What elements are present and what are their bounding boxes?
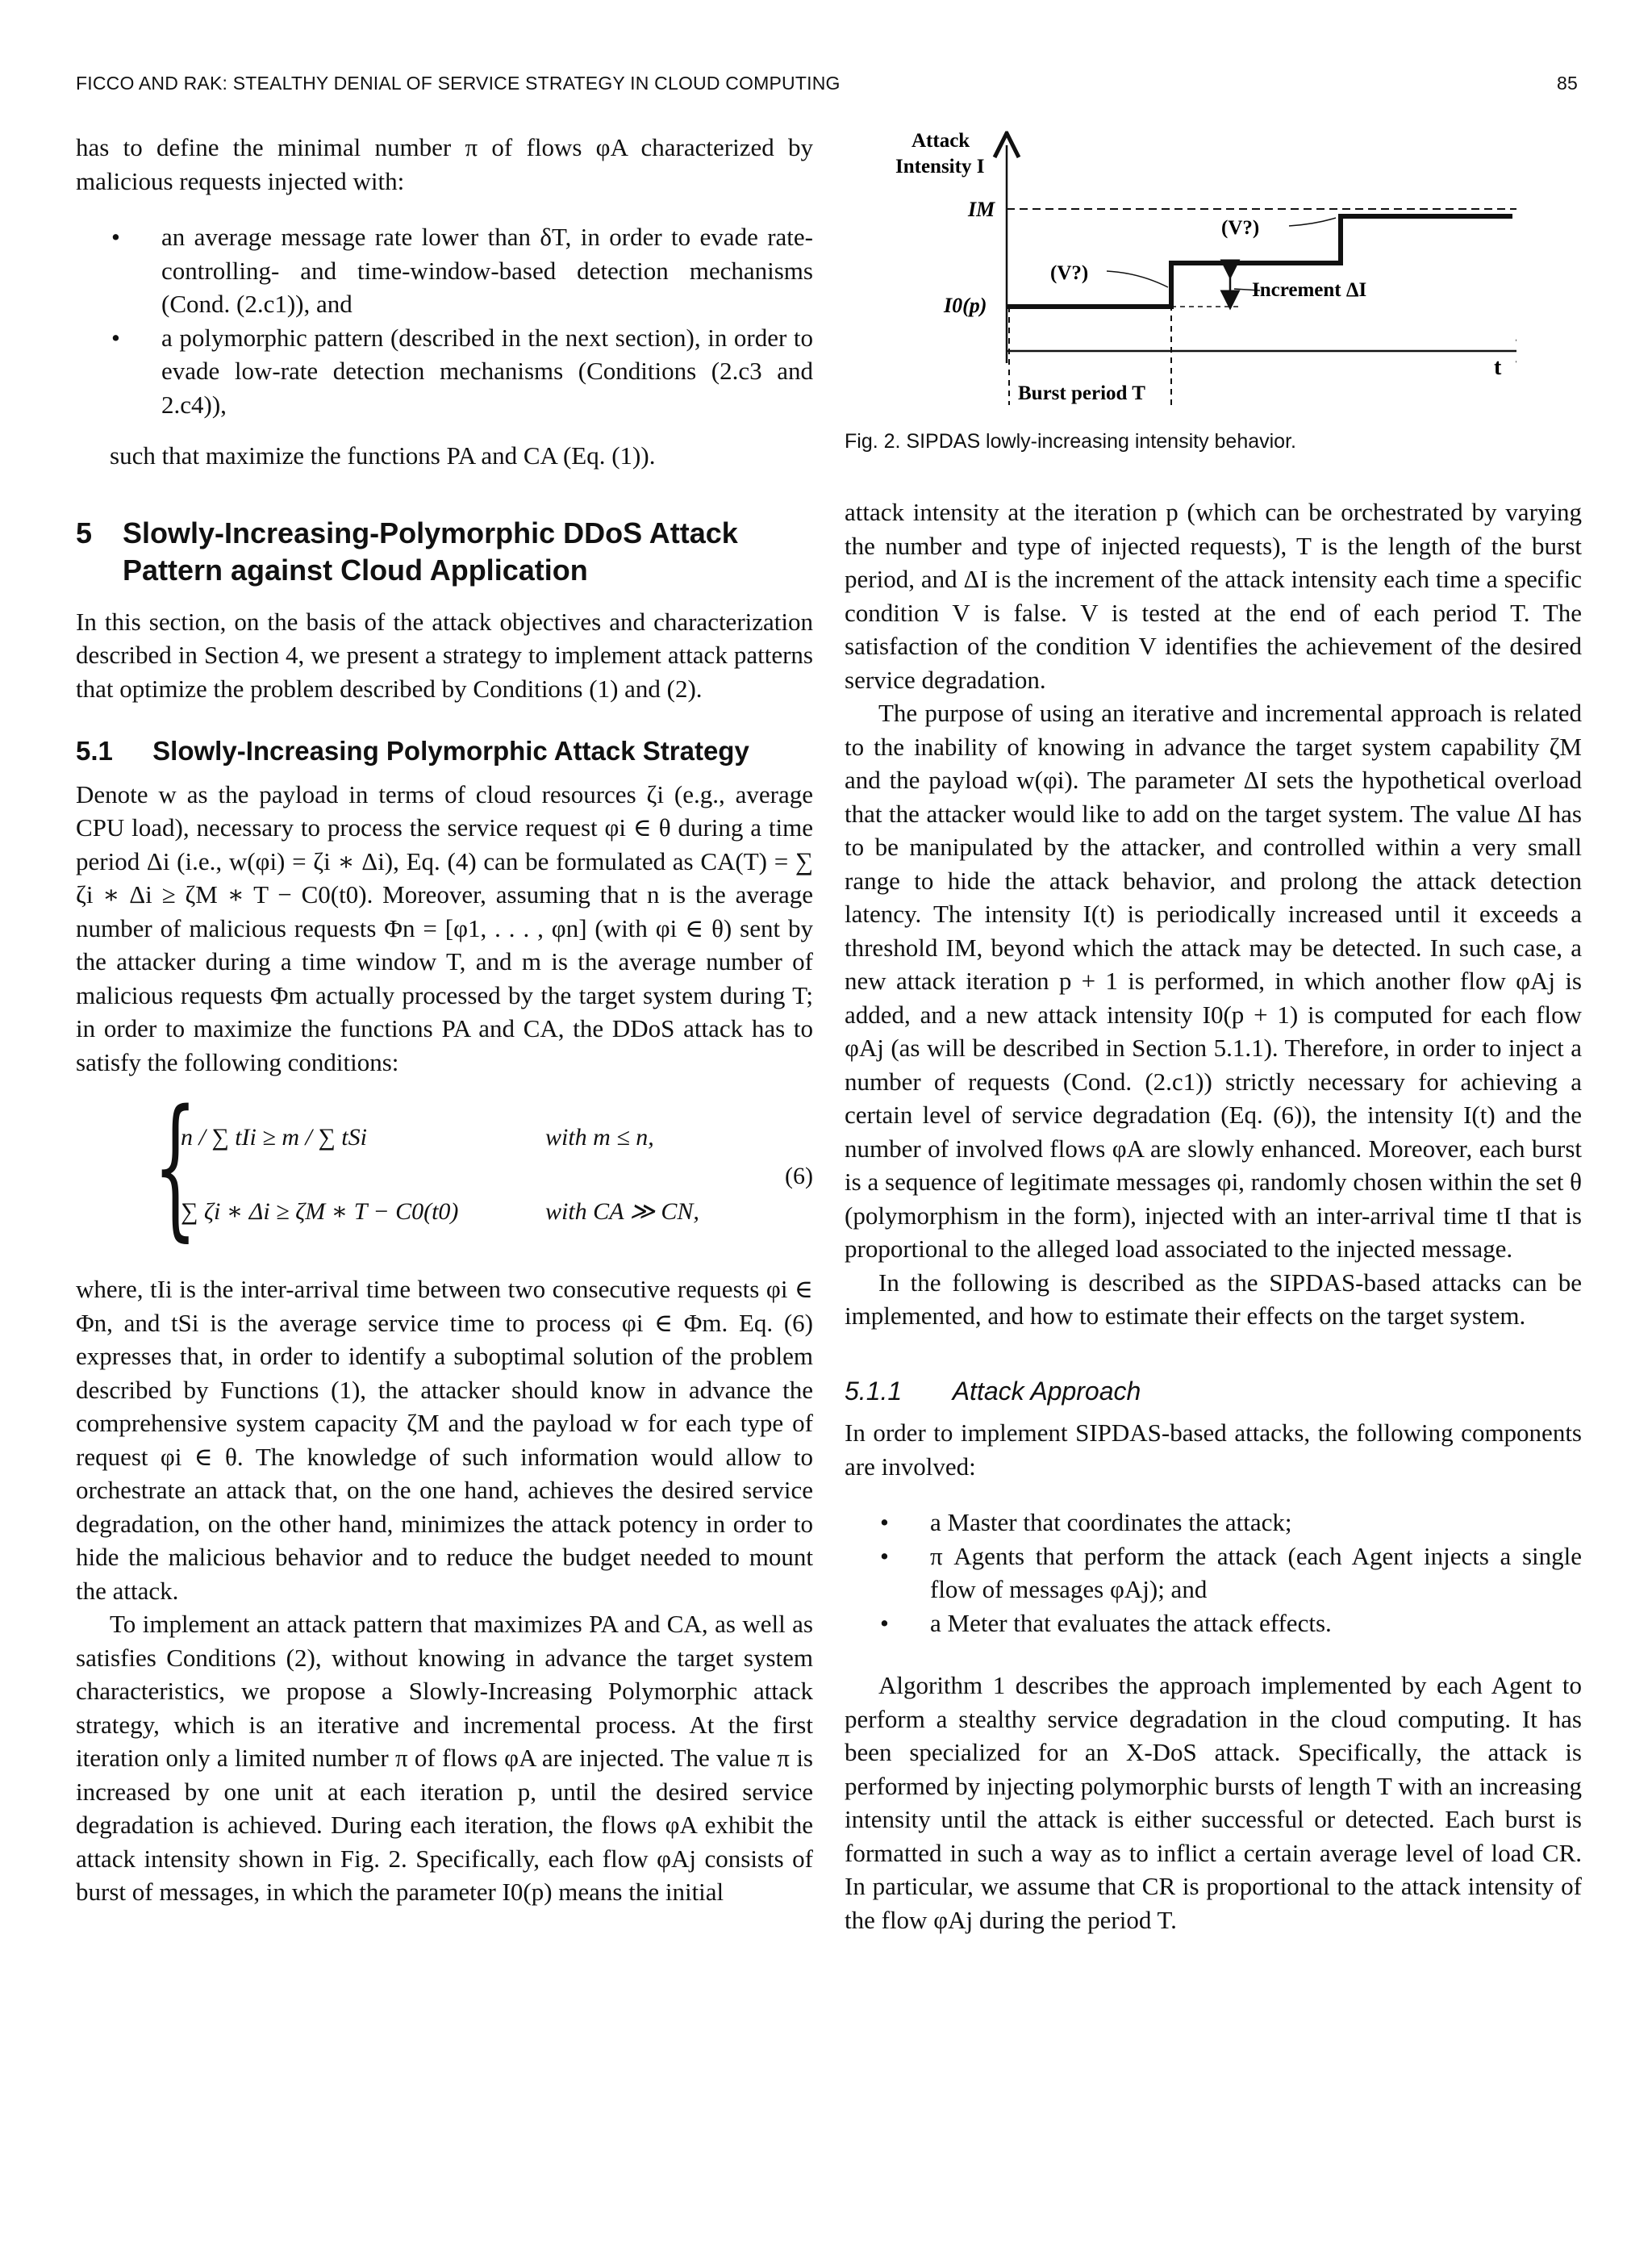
bullet-icon: • — [111, 223, 120, 251]
subsection-number: 5.1 — [76, 736, 113, 766]
algorithm-paragraph: Algorithm 1 describes the approach implemented by each Agent to perform a stealthy service degradation in the cloud computing. It has been specialized for an X-DoS attack. Specifically, the attack is performed by injecting polymorphic bursts of length T with an increasing intensity until the attack is either successful or detected. Each burst is formatted in such a way as to inflict a certain average level of load CR. In particular, we assume that CR is proportional to the attack intensity of the flow φAj during the period T. — [845, 1671, 1582, 1934]
running-title: FICCO AND RAK: STEALTHY DENIAL OF SERVICE STRATEGY IN CLOUD COMPUTING — [76, 73, 841, 94]
intro-paragraph: has to define the minimal number π of flows φA characterized by malicious requests injected with: — [76, 133, 813, 195]
section-intro-paragraph: In this section, on the basis of the attack objectives and characterization described in Section 4, we present a strategy to implement attack patterns that optimize the problem described by Conditions (1) and (2). — [76, 607, 813, 703]
bullet-icon: • — [111, 323, 120, 352]
list-item: • a Meter that evaluates the attack effects. — [845, 1606, 1582, 1640]
spacer — [845, 1640, 1582, 1669]
equation-condition-2: with CA ≫ CN, — [545, 1198, 699, 1225]
bullet-icon: • — [880, 1608, 889, 1637]
page-number: 85 — [1557, 73, 1578, 94]
subsubsection-title: Attack Approach — [952, 1376, 1141, 1406]
equation-brace: { — [153, 1077, 198, 1255]
v-pointer-1 — [1107, 271, 1168, 287]
such-that-line: such that maximize the functions PA and CA (Eq. (1)). — [110, 441, 656, 470]
continuation-paragraph: attack intensity at the iteration p (which can be orchestrated by varying the number and type of injected requests), T is the length of the burst period, and ΔI is the increment of the attack intensity each time a specific condition V is false. V is tested at the end of each period T. The satisfaction of the condition V identifies the achievement of the desired service degradation. — [845, 498, 1582, 694]
list-item: • π Agents that perform the attack (each Agent injects a single flow of messages φAj); and — [845, 1540, 1582, 1606]
section-number: 5 — [76, 516, 93, 549]
subsubsection-heading — [845, 1375, 1582, 1409]
equation-line-1: n / ∑ tIi ≥ m / ∑ tSi — [181, 1124, 367, 1151]
purpose-paragraph: The purpose of using an iterative and incremental approach is related to the inability of knowing in advance the target system capability ζM and the payload w(φi). The parameter ΔI sets the hypothetical overload that the attacker would like to add on the target system. The value ΔI has to be manipulated by the attacker, and controlled within a very small range to hide the attack behavior, and prolong the attack detection latency. The intensity I(t) is periodically increased until it exceeds a threshold IM, beyond which the attack may be detected. In such case, a new attack iteration p + 1 is performed, in which another flow φAj is added, and a new attack intensity I0(p + 1) is computed for each flow φAj (as will be described in Section 5.1.1). Therefore, in order to inject a number of requests (Cond. (2.c1)) strictly necessary for achieving a certain level of service degradation (Eq. (6)), the intensity I(t) and the number of involved flows φA are slowly enhanced. Moreover, each burst is a sequence of legitimate messages φi, randomly chosen within the set θ (polymorphism in the form), injected with an inter-arrival time tI that is proportional to the alleged load associated to the injected message. — [845, 699, 1582, 1263]
left-column — [76, 131, 813, 1909]
i0-label: I0(p) — [944, 294, 987, 317]
y-axis-label-1: Attack — [912, 130, 970, 152]
list-item: • an average message rate lower than δT, in order to evade rate-controlling- and time-window-based detection mechanisms (Cond. (2.c1)), and — [76, 220, 813, 321]
im-label: IM — [968, 198, 995, 221]
list-item: • a polymorphic pattern (described in the next section), in order to evade low-rate detection mechanisms (Conditions (2.c3 and 2.c4)), — [76, 321, 813, 422]
increment-label: Increment ΔI — [1252, 279, 1367, 301]
v-label-2: (V?) — [1221, 217, 1260, 239]
conditions-list — [76, 220, 813, 421]
equation-condition-1: with m ≤ n, — [545, 1124, 654, 1151]
equation-line-2: ∑ ζi ∗ Δi ≥ ζM ∗ T − C0(t0) — [181, 1198, 459, 1225]
implement-paragraph: To implement an attack pattern that maximizes PA and CA, as well as satisfies Conditions (2), without knowing in advance the target system characteristics, we propose a Slowly-Increasing Polymorphic attack strategy, which is an iterative and incremental process. At the first iteration only a limited number π of flows φA are injected. The value π is increased by one unit at each iteration p, until the desired service degradation is achieved. During each iteration, the flows φA exhibit the attack intensity shown in Fig. 2. Specifically, each flow φAj consists of burst of messages, in which the parameter I0(p) means the initial — [76, 1610, 813, 1906]
figure-caption: Fig. 2. SIPDAS lowly-increasing intensity behavior. — [845, 430, 1296, 453]
components-list — [845, 1506, 1582, 1640]
t-axis-label: t — [1494, 355, 1502, 380]
v-label-1: (V?) — [1050, 262, 1089, 284]
subsubsection-number: 5.1.1 — [845, 1376, 903, 1406]
equation-6 — [76, 1077, 813, 1258]
right-column — [845, 495, 1582, 1936]
components-paragraph: In order to implement SIPDAS-based attacks, the following components are involved: — [845, 1418, 1582, 1481]
subsection-heading — [76, 734, 813, 768]
figure-2-intensity-plot — [887, 129, 1516, 420]
section-title: Slowly-Increasing-Polymorphic DDoS Attack Pattern against Cloud Application — [123, 516, 738, 587]
section-heading — [76, 515, 813, 589]
v-pointer-2 — [1289, 218, 1336, 226]
bullet-icon: • — [880, 1508, 889, 1536]
running-header — [76, 73, 1578, 105]
where-paragraph: where, tIi is the inter-arrival time between two consecutive requests φi ∈ Φn, and tSi is the average service time to process φi ∈ Φm. Eq. (6) expresses that, in order to identify a suboptimal solution of the problem described by Functions (1), the attacker should know in advance the comprehensive system capacity ζM and the payload w for each type of request φi ∈ θ. The knowledge of such information would allow to orchestrate an attack that, on the one hand, achieves the desired service degradation, on the other hand, minimizes the attack potency in order to hide the malicious behavior and to reduce the budget needed to mount the attack. — [76, 1275, 813, 1605]
following-paragraph: In the following is described as the SIPDAS-based attacks can be implemented, and how to estimate their effects on the target system. — [845, 1268, 1582, 1330]
burst-period-label: Burst period T — [1018, 382, 1145, 404]
list-item: • a Master that coordinates the attack; — [845, 1506, 1582, 1540]
subsection-title: Slowly-Increasing Polymorphic Attack Strategy — [152, 736, 749, 766]
bullet-icon: • — [880, 1541, 889, 1570]
y-axis-label-2: Intensity I — [895, 156, 985, 178]
denote-paragraph: Denote w as the payload in terms of cloud resources ζi (e.g., average CPU load), necessary to process the service request φi ∈ θ during a time period Δi (i.e., w(φi) = ζi ∗ Δi), Eq. (4) can be formulated as CA(T) = ∑ ζi ∗ Δi ≥ ζM ∗ T − C0(t0). Moreover, assuming that n is the average number of malicious requests Φn = [φ1, . . . , φn] (with φi ∈ θ) sent by the attacker during a time window T, and m is the average number of malicious requests Φm actually processed by the target system during T; in order to maximize the functions PA and CA, the DDoS attack has to satisfy the following conditions: — [76, 779, 813, 1076]
equation-number: (6) — [785, 1163, 813, 1189]
